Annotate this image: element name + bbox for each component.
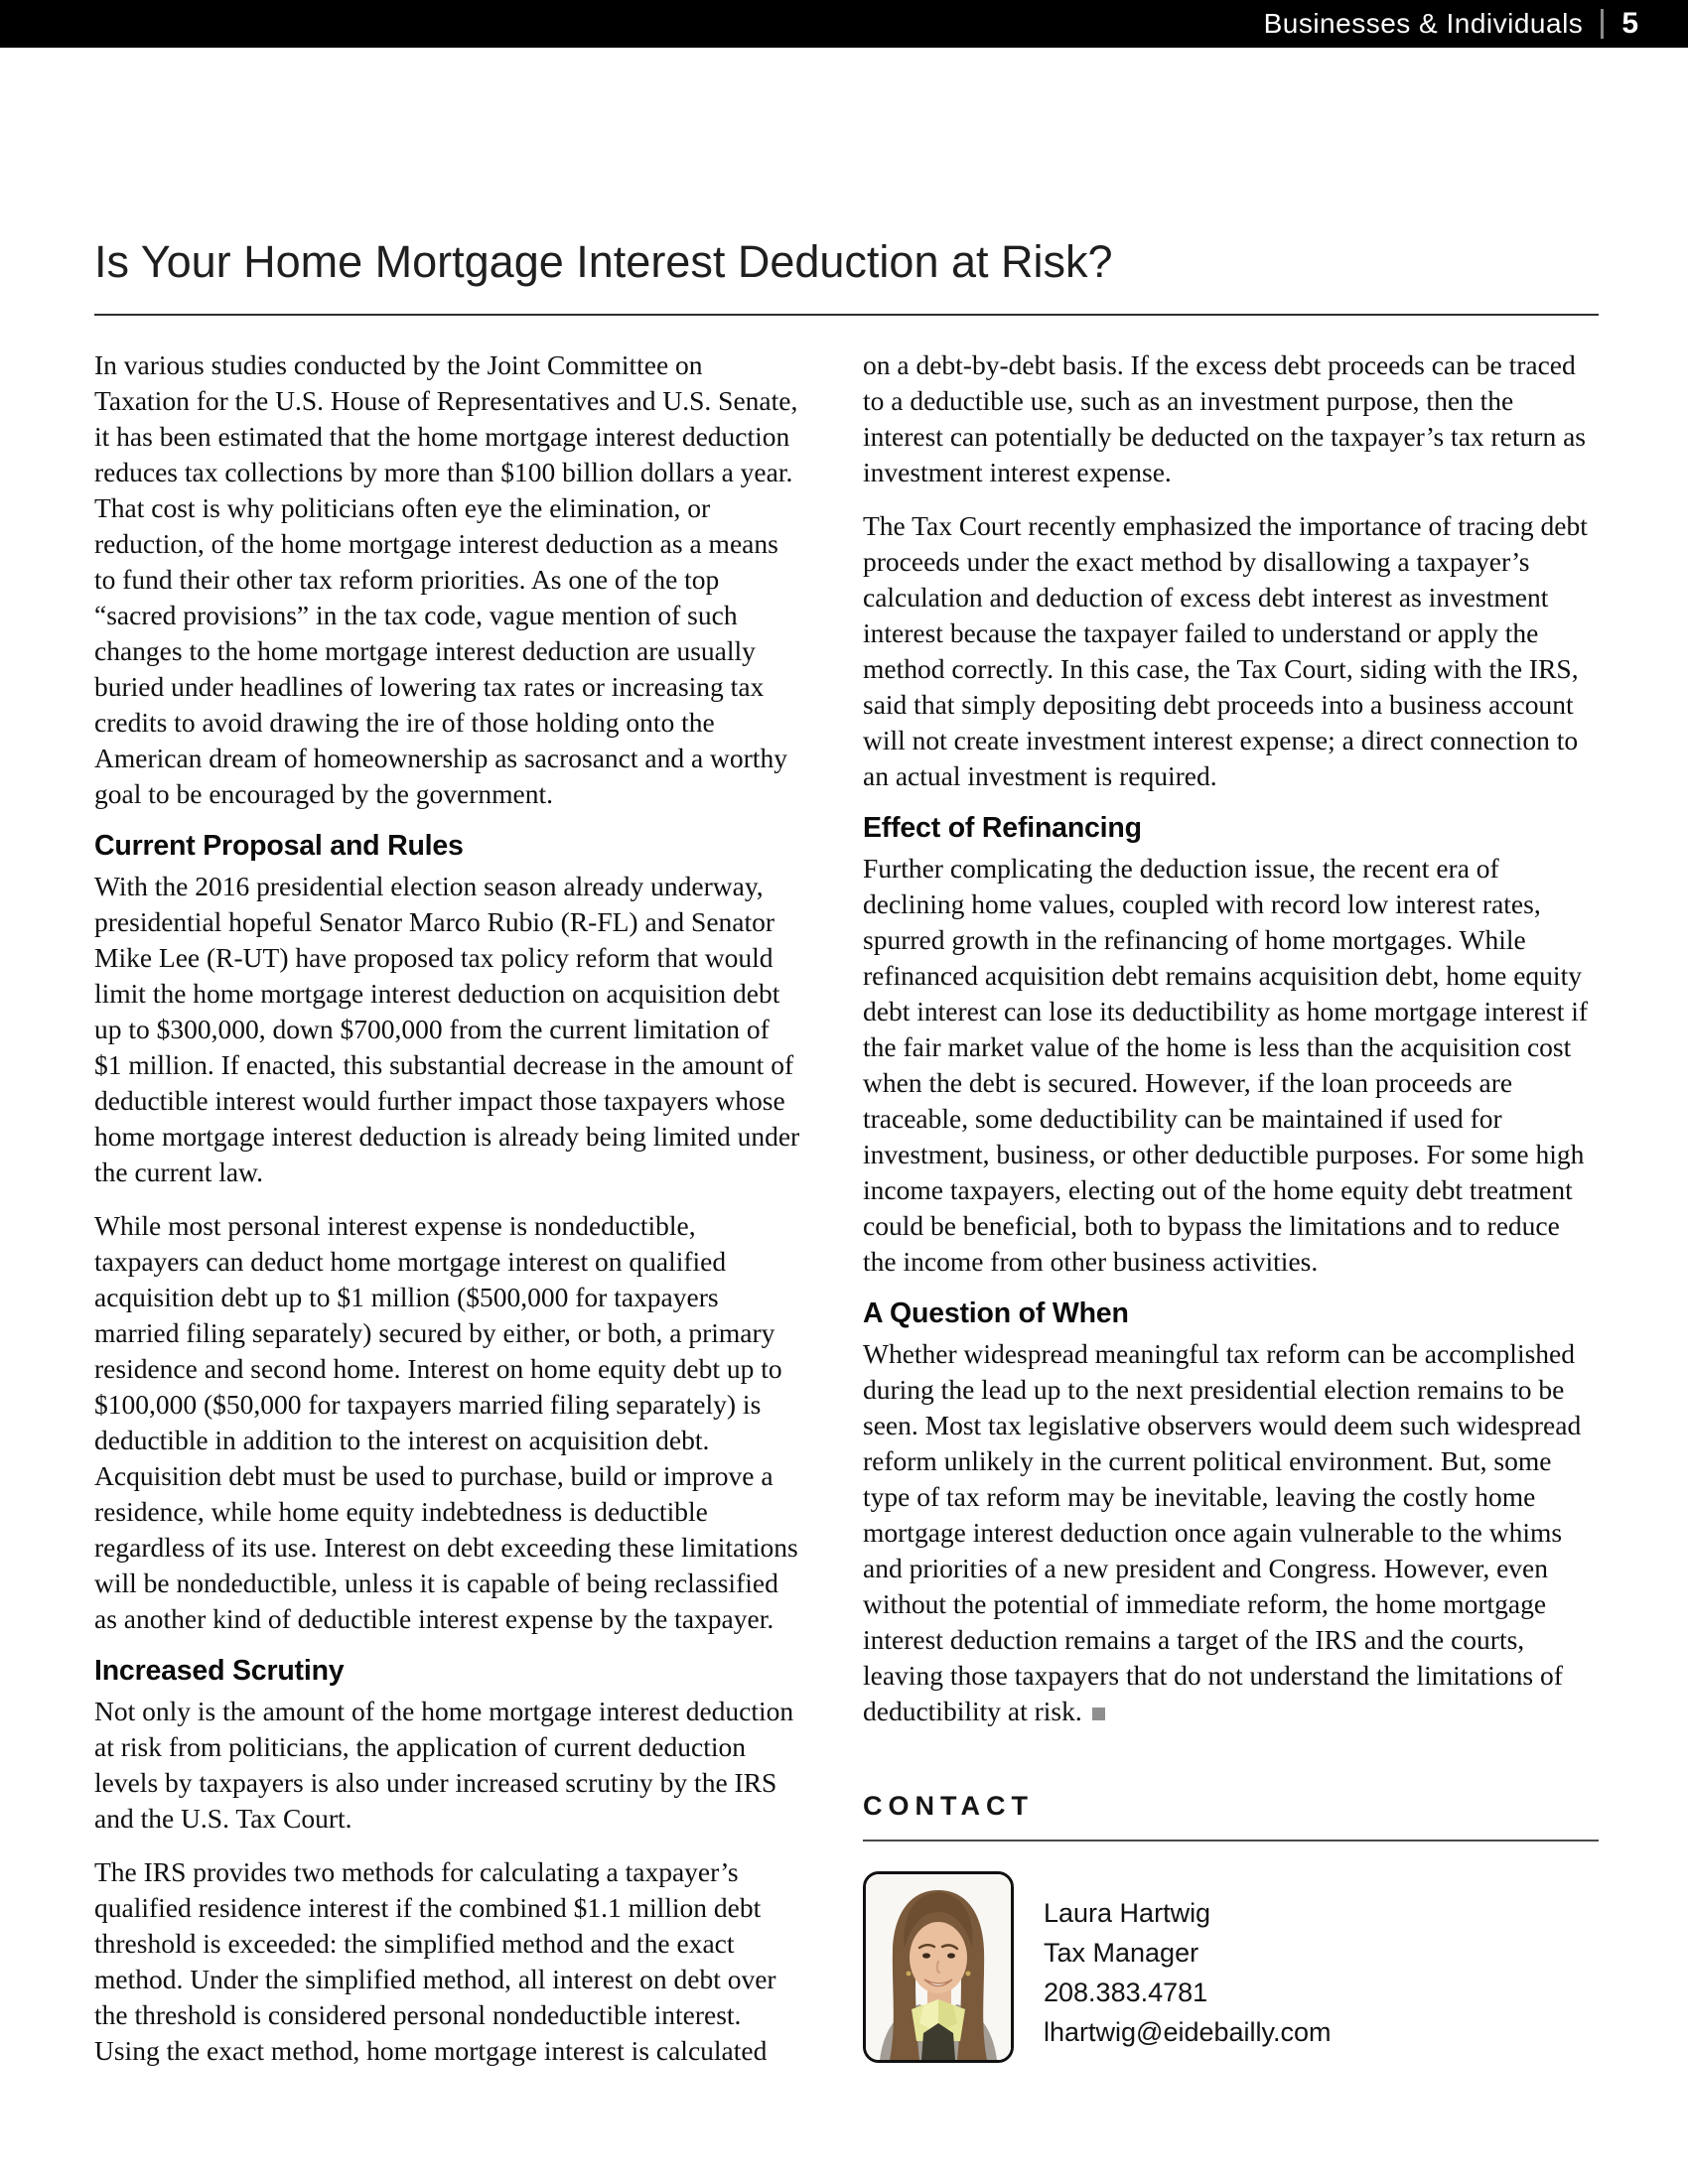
article-content [0,236,1688,2087]
contact-info [1044,1871,1332,2063]
left-column [94,347,801,2087]
header-separator [1601,9,1604,39]
section-heading: Increased Scrutiny [94,1655,345,1687]
contact-job-title: Tax Manager [1044,1938,1199,1968]
header-page-number: 5 [1621,7,1638,40]
end-of-article-marker [1092,1707,1105,1720]
contact-email: lhartwig@eidebailly.com [1044,2017,1332,2047]
portrait-illustration [866,1874,1011,2060]
right-column [863,347,1599,2087]
page-header-bar [0,0,1688,48]
article-paragraph: The Tax Court recently emphasized the importance of tracing debt proceeds under the exact method by disallowing a taxpayer’s calculation and deduction of excess debt interest as investment interest because the taxpayer failed to understand or apply the method correctly. In this case, the Tax Court, siding with the IRS, said that simply depositing debt proceeds into a business account will not create investment interest expense; a direct connection to an actual investment is required. [863,510,1588,791]
header-section-label: Businesses & Individuals [1263,8,1584,39]
contact-divider [863,1840,1599,1842]
section-heading: Current Proposal and Rules [94,830,464,862]
article-paragraph: on a debt-by-debt basis. If the excess debt proceeds can be traced to a deductible use, such as an investment purpose, then the interest can potentially be deducted on the taxpayer’s tax return as investment interest expense. [863,349,1586,487]
section-heading: A Question of When [863,1297,1129,1329]
article-columns [94,347,1599,2087]
section-heading: Effect of Refinancing [863,812,1142,844]
article-paragraph: Not only is the amount of the home mortgage interest deduction at risk from politicians, the application of current deduction levels by taxpayers is also under increased scrutiny by the IRS and the U.S. Tax Court. [94,1696,794,1834]
article-paragraph: Further complicating the deduction issue, the recent era of declining home values, coupled with record low interest rates, spurred growth in the refinancing of home mortgages. While refinanced acquisition debt remains acquisition debt, home equity debt interest can lose its deductibility as home mortgage interest if the fair market value of the home is less than the acquisition cost when the debt is secured. However, if the loan proceeds are traceable, some deductibility can be maintained if used for investment, business, or other deductible purposes. For some high income taxpayers, electing out of the home equity debt treatment could be beneficial, both to bypass the limitations and to reduce the income from other business activities. [863,853,1589,1277]
contact-section [863,1791,1599,2063]
contact-photo [863,1871,1014,2063]
contact-row [863,1871,1599,2063]
article-paragraph: In various studies conducted by the Joint Committee on Taxation for the U.S. House of Representatives and U.S. Senate, it has been estimated that the home mortgage interest deduction reduces tax collections by more than $100 billion dollars a year. That cost is why politicians often eye the elimination, or reduction, of the home mortgage interest deduction as a means to fund their other tax reform priorities. As one of the top “sacred provisions” in the tax code, vague mention of such changes to the home mortgage interest deduction are usually buried under headlines of lowering tax rates or increasing tax credits to avoid drawing the ire of those holding onto the American dream of homeownership as sacrosanct and a worthy goal to be encouraged by the government. [94,349,798,809]
contact-heading: CONTACT [863,1791,1034,1821]
article-paragraph: The IRS provides two methods for calculating a taxpayer’s qualified residence interest if the combined $1.1 million debt threshold is exceeded: the simplified method and the exact method. Under the simplified method, all interest on debt over the threshold is considered personal nondeductible interest. Using the exact method, home mortgage interest is calculated [94,1856,776,2066]
article-paragraph: With the 2016 presidential election season already underway, presidential hopeful Senator Marco Rubio (R-FL) and Senator Mike Lee (R-UT) have proposed tax policy reform that would limit the home mortgage interest deduction on acquisition debt up to $300,000, down $700,000 from the current limitation of $1 million. If enacted, this substantial decrease in the amount of deductible interest would further impact those taxpayers whose home mortgage interest deduction is already being limited under the current law. [94,871,800,1187]
right-column-blocks [863,347,1599,1729]
contact-phone: 208.383.4781 [1044,1978,1208,2007]
article-paragraph: While most personal interest expense is nondeductible, taxpayers can deduct home mortgage interest on qualified acquisition debt up to $1 million ($500,000 for taxpayers married filing separately) secured by either, or both, a primary residence and second home. Interest on home equity debt up to $100,000 ($50,000 for taxpayers married filing separately) is deductible in addition to the interest on acquisition debt. Acquisition debt must be used to purchase, build or improve a residence, while home equity indebtedness is deductible regardless of its use. Interest on debt exceeding these limitations will be nondeductible, unless it is capable of being reclassified as another kind of deductible interest expense by the taxpayer. [94,1210,798,1634]
contact-name: Laura Hartwig [1044,1898,1211,1928]
article-paragraph: Whether widespread meaningful tax reform can be accomplished during the lead up to the next presidential election remains to be seen. Most tax legislative observers would deem such widespread reform unlikely in the current political environment. But, some type of tax reform may be inevitable, leaving the costly home mortgage interest deduction once again vulnerable to the whims and priorities of a new president and Congress. However, even without the potential of immediate reform, the home mortgage interest deduction remains a target of the IRS and the courts, leaving those taxpayers that do not understand the limitations of deductibility at risk. [863,1338,1582,1726]
article-title: Is Your Home Mortgage Interest Deduction at Risk? [94,236,1113,287]
title-divider [94,314,1599,316]
